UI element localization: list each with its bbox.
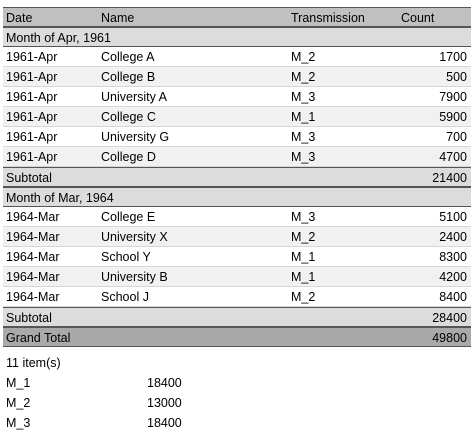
cell-name: College C bbox=[101, 110, 156, 124]
column-header-count: Count bbox=[401, 11, 435, 25]
group-label: Month of Apr, 1961 bbox=[6, 31, 111, 45]
table-row bbox=[3, 127, 471, 147]
cell-date: 1961-Apr bbox=[6, 50, 58, 64]
cell-name: College A bbox=[101, 50, 155, 64]
cell-date: 1961-Apr bbox=[6, 150, 58, 164]
table-row bbox=[3, 287, 471, 307]
cell-transmission: M_1 bbox=[291, 250, 316, 264]
table-row bbox=[3, 207, 471, 227]
subtotal-label: Subtotal bbox=[6, 311, 52, 325]
table-header bbox=[3, 7, 471, 27]
table-row bbox=[3, 227, 471, 247]
subtotal-row bbox=[3, 307, 471, 327]
cell-name: School Y bbox=[101, 250, 151, 264]
subtotal-label: Subtotal bbox=[6, 171, 52, 185]
cell-date: 1964-Mar bbox=[6, 250, 60, 264]
table-row bbox=[3, 147, 471, 167]
cell-name: University X bbox=[101, 230, 168, 244]
cell-transmission: M_2 bbox=[291, 290, 316, 304]
group-header bbox=[3, 27, 471, 47]
table-row bbox=[3, 67, 471, 87]
report-table bbox=[3, 7, 471, 347]
cell-count: 2400 bbox=[439, 230, 467, 244]
cell-count: 7900 bbox=[439, 90, 467, 104]
cell-transmission: M_2 bbox=[291, 70, 316, 84]
cell-name: College D bbox=[101, 150, 156, 164]
summary-row bbox=[6, 373, 306, 393]
cell-name: College E bbox=[101, 210, 156, 224]
cell-date: 1961-Apr bbox=[6, 70, 58, 84]
cell-date: 1961-Apr bbox=[6, 130, 58, 144]
summary-value: 18400 bbox=[147, 376, 182, 390]
cell-date: 1964-Mar bbox=[6, 210, 60, 224]
cell-count: 500 bbox=[446, 70, 467, 84]
cell-count: 700 bbox=[446, 130, 467, 144]
table-row bbox=[3, 267, 471, 287]
subtotal-row bbox=[3, 167, 471, 187]
cell-count: 8300 bbox=[439, 250, 467, 264]
group-label: Month of Mar, 1964 bbox=[6, 191, 114, 205]
summary-row bbox=[6, 393, 306, 413]
cell-transmission: M_1 bbox=[291, 110, 316, 124]
cell-date: 1964-Mar bbox=[6, 230, 60, 244]
table-row bbox=[3, 107, 471, 127]
column-header-date: Date bbox=[6, 11, 33, 25]
grand-total-row bbox=[3, 327, 471, 347]
subtotal-value: 28400 bbox=[432, 311, 467, 325]
summary-key: M_2 bbox=[6, 396, 31, 410]
summary-key: M_3 bbox=[6, 416, 31, 430]
grand-total-label: Grand Total bbox=[6, 331, 71, 345]
cell-name: University G bbox=[101, 130, 170, 144]
summary-row bbox=[6, 413, 306, 433]
cell-date: 1964-Mar bbox=[6, 270, 60, 284]
cell-name: School J bbox=[101, 290, 149, 304]
cell-name: College B bbox=[101, 70, 156, 84]
cell-count: 5900 bbox=[439, 110, 467, 124]
cell-transmission: M_2 bbox=[291, 230, 316, 244]
summary-key: M_1 bbox=[6, 376, 31, 390]
item-count-row bbox=[6, 353, 306, 373]
cell-count: 4700 bbox=[439, 150, 467, 164]
table-row bbox=[3, 247, 471, 267]
cell-transmission: M_3 bbox=[291, 210, 316, 224]
table-row bbox=[3, 87, 471, 107]
cell-count: 1700 bbox=[439, 50, 467, 64]
column-header-name: Name bbox=[101, 11, 135, 25]
cell-name: University B bbox=[101, 270, 168, 284]
cell-transmission: M_3 bbox=[291, 90, 316, 104]
report-footer bbox=[6, 353, 306, 433]
cell-count: 4200 bbox=[439, 270, 467, 284]
cell-transmission: M_2 bbox=[291, 50, 316, 64]
cell-transmission: M_3 bbox=[291, 130, 316, 144]
cell-count: 8400 bbox=[439, 290, 467, 304]
column-header-transmission: Transmission bbox=[291, 11, 365, 25]
cell-date: 1961-Apr bbox=[6, 110, 58, 124]
summary-value: 18400 bbox=[147, 416, 182, 430]
summary-value: 13000 bbox=[147, 396, 182, 410]
cell-date: 1961-Apr bbox=[6, 90, 58, 104]
cell-name: University A bbox=[101, 90, 167, 104]
cell-count: 5100 bbox=[439, 210, 467, 224]
subtotal-value: 21400 bbox=[432, 171, 467, 185]
item-count: 11 item(s) bbox=[6, 356, 61, 370]
grand-total-value: 49800 bbox=[432, 331, 467, 345]
cell-transmission: M_3 bbox=[291, 150, 316, 164]
cell-date: 1964-Mar bbox=[6, 290, 60, 304]
group-header bbox=[3, 187, 471, 207]
table-row bbox=[3, 47, 471, 67]
cell-transmission: M_1 bbox=[291, 270, 316, 284]
